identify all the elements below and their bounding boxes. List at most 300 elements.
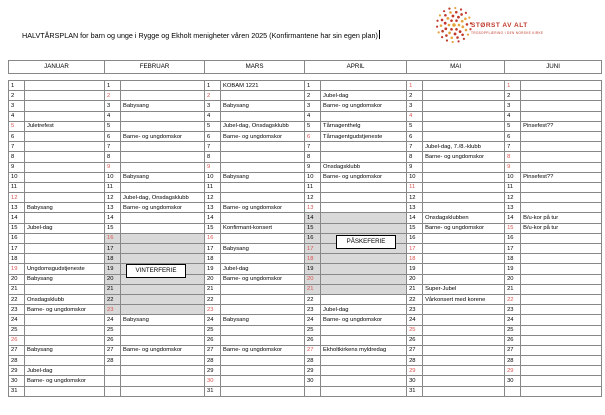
day-number: 24 [105,315,121,325]
day-event [25,356,105,366]
day-number: 7 [305,142,321,152]
day-event [321,223,407,233]
day-number: 23 [407,305,423,315]
day-number: 11 [505,182,521,192]
logo-dot [461,33,464,36]
logo-dot [452,15,455,18]
day-event [423,345,505,355]
day-event [521,111,602,121]
day-number: 10 [505,172,521,182]
logo-dot [441,30,444,33]
day-event [121,244,205,254]
day-event [321,274,407,284]
day-event: Onsdagsklubb [25,294,105,304]
day-number: 17 [105,244,121,254]
day-event: Barne- og ungdomskor [121,131,205,141]
day-number: 24 [505,315,521,325]
day-number: 14 [105,213,121,223]
logo-dot [448,24,451,27]
day-event [321,182,407,192]
day-event [121,305,205,315]
day-event: Babysang [121,101,205,111]
day-event: Barne- og ungdomskor [25,305,105,315]
day-number: 1 [407,81,423,91]
day-number: 8 [9,152,25,162]
day-event [423,315,505,325]
logo-dot [455,19,458,22]
day-event [221,142,305,152]
day-event [521,386,602,396]
day-number: 31 [9,386,25,396]
logo-dot [465,12,467,14]
month-header-mai: MAI [407,61,505,74]
day-number: 30 [9,376,25,386]
day-event [321,366,407,376]
day-number: 23 [205,305,221,315]
day-event [423,356,505,366]
winter-holiday-label: VINTERFERIE [126,264,186,278]
day-event: Barne- og ungdomskor [221,203,305,213]
day-number: 21 [305,284,321,294]
day-event [25,193,105,203]
day-event [121,213,205,223]
day-number: 13 [407,203,423,213]
day-number: 24 [407,315,423,325]
day-event [423,325,505,335]
day-event [423,81,505,91]
day-number: 23 [505,305,521,315]
day-number: 5 [505,121,521,131]
logo-dot [457,16,460,19]
day-number: 12 [407,193,423,203]
month-header-januar: JANUAR [9,61,105,74]
day-number: 26 [105,335,121,345]
day-number: 5 [9,121,25,131]
day-event [221,284,305,294]
logo-dot [441,19,444,22]
logo-dot [455,28,458,31]
day-number: 22 [205,294,221,304]
day-event [423,121,505,131]
day-number: 6 [205,131,221,141]
table-row [9,91,602,101]
logo-dot [441,36,443,38]
day-event [521,356,602,366]
day-number: 25 [105,325,121,335]
day-number: 3 [9,101,25,111]
day-event [423,203,505,213]
logo-dot [452,41,454,43]
day-number: 29 [205,366,221,376]
day-number: 24 [9,315,25,325]
day-event [25,152,105,162]
day-number: 6 [305,131,321,141]
logo-dot [461,20,464,23]
logo-dot [446,39,448,41]
day-event: Barne- og ungdomskor [321,101,407,111]
day-event: B/u-kor på tur [521,223,602,233]
day-event [221,356,305,366]
logo-dot [449,11,452,14]
day-number: 10 [407,172,423,182]
day-event [25,162,105,172]
day-event: Babysang [121,315,205,325]
logo-name: STØRST AV ALT [471,22,528,29]
day-number: 26 [9,335,25,345]
day-event [221,305,305,315]
day-number: 31 [205,386,221,396]
day-number: 16 [305,233,321,243]
day-number: 31 [407,386,423,396]
day-number: 11 [407,182,423,192]
day-number: 21 [407,284,423,294]
day-number: 14 [9,213,25,223]
day-event: Babysang [121,172,205,182]
day-event [221,213,305,223]
day-event [25,284,105,294]
day-number: 4 [407,111,423,121]
day-event [423,335,505,345]
day-event [121,254,205,264]
logo-dot [450,19,453,22]
day-number: 27 [105,345,121,355]
day-number: 3 [205,101,221,111]
logo-dot [465,29,468,32]
day-number: 21 [505,284,521,294]
day-number: 3 [305,101,321,111]
day-event [521,254,602,264]
day-event: Jubel-dag [321,305,407,315]
day-event [121,284,205,294]
day-event [423,386,505,396]
day-event [221,91,305,101]
day-event [25,315,105,325]
logo-dot [447,17,450,20]
day-event [121,121,205,131]
logo-dot [444,14,447,17]
logo-dot [459,30,462,33]
day-number: 20 [407,274,423,284]
day-number: 26 [505,335,521,345]
day-event [521,305,602,315]
day-event [521,315,602,325]
day-number: 6 [9,131,25,141]
day-number: 6 [105,131,121,141]
day-event [121,182,205,192]
day-number: 21 [9,284,25,294]
day-number: 22 [105,294,121,304]
day-event [521,335,602,345]
day-event [521,233,602,243]
table-row [9,162,602,172]
day-number: 18 [205,254,221,264]
day-number: 8 [505,152,521,162]
day-number: 15 [105,223,121,233]
logo-dot [460,13,463,16]
day-event [25,335,105,345]
day-number: 27 [407,345,423,355]
day-number: 24 [305,315,321,325]
day-event [521,131,602,141]
day-event: Tårnagentgudstjeneste [321,131,407,141]
text-cursor [379,30,380,39]
day-number: 26 [407,335,423,345]
day-number: 28 [407,356,423,366]
day-number: 5 [105,121,121,131]
day-event: Jubel-dag, 7./8.-klubb [423,142,505,152]
table-row [9,81,602,91]
table-row [9,284,602,294]
day-number: 15 [9,223,25,233]
day-event: Barne- og ungdomskor [423,223,505,233]
day-number: 25 [205,325,221,335]
day-event: Barne- og ungdomskor [121,345,205,355]
table-row [9,233,602,243]
day-number: 15 [205,223,221,233]
day-event [221,335,305,345]
day-event [423,244,505,254]
day-number: 14 [407,213,423,223]
month-header-mars: MARS [205,61,305,74]
day-number: 12 [205,193,221,203]
day-number [305,386,321,396]
day-number: 1 [305,81,321,91]
table-row [9,274,602,284]
day-number: 5 [205,121,221,131]
day-event: Jubel-dag [221,264,305,274]
day-event: Ungdomsgudstjeneste [25,264,105,274]
day-event [221,386,305,396]
day-number: 20 [9,274,25,284]
day-number: 1 [205,81,221,91]
day-number: 11 [305,182,321,192]
day-number: 28 [505,356,521,366]
day-event [121,91,205,101]
day-event [521,274,602,284]
day-number: 4 [205,111,221,121]
day-number: 17 [305,244,321,254]
day-number: 26 [205,335,221,345]
day-event [221,111,305,121]
logo-dot [438,31,440,33]
day-event [321,294,407,304]
day-number: 9 [505,162,521,172]
day-event [321,203,407,213]
day-number: 20 [305,274,321,284]
logo-dot [455,11,458,14]
day-event [25,254,105,264]
day-number: 23 [9,305,25,315]
calendar-table [8,60,602,397]
day-number: 13 [205,203,221,213]
day-event [521,366,602,376]
day-number: 27 [505,345,521,355]
table-row [9,294,602,304]
day-number: 19 [205,264,221,274]
table-row [9,254,602,264]
table-row [9,366,602,376]
day-event [423,101,505,111]
day-number: 27 [9,345,25,355]
day-number: 19 [105,264,121,274]
day-event: Jubel-dag [25,223,105,233]
logo-dot [467,34,469,36]
month-header-april: APRIL [305,61,407,74]
day-number: 21 [205,284,221,294]
day-number: 9 [205,162,221,172]
day-event [121,152,205,162]
day-event [521,244,602,254]
day-event [121,223,205,233]
day-event [25,213,105,223]
day-event: B/u-kor på tur [521,213,602,223]
day-number: 16 [105,233,121,243]
day-event [423,131,505,141]
day-event [321,142,407,152]
day-number: 23 [305,305,321,315]
day-number: 29 [505,366,521,376]
day-event: Super-Jubel [423,284,505,294]
logo-dot [454,33,457,36]
logo-dot [457,40,459,42]
day-event: Babysang [221,244,305,254]
day-event [321,152,407,162]
table-row [9,305,602,315]
day-number: 25 [505,325,521,335]
day-number: 20 [205,274,221,284]
table-row [9,376,602,386]
day-number [505,386,521,396]
day-number: 30 [305,376,321,386]
day-number: 8 [105,152,121,162]
day-number: 8 [305,152,321,162]
day-number: 17 [205,244,221,254]
day-number: 10 [205,172,221,182]
day-number: 10 [105,172,121,182]
day-event [521,325,602,335]
day-number: 16 [505,233,521,243]
day-number: 2 [305,91,321,101]
table-row [9,325,602,335]
day-number: 30 [407,376,423,386]
day-event [25,172,105,182]
day-number: 15 [407,223,423,233]
day-event [321,335,407,345]
day-event [221,254,305,264]
day-event [521,101,602,111]
day-number: 9 [105,162,121,172]
day-number: 14 [205,213,221,223]
logo-dot [466,23,469,26]
logo-dot [436,26,438,28]
table-row [9,213,602,223]
day-number: 14 [305,213,321,223]
day-event [321,386,407,396]
day-number: 18 [505,254,521,264]
day-event [221,294,305,304]
logo-dot [439,14,441,16]
day-event: Jubel-dag, Onsdagsklubb [121,193,205,203]
day-event [521,203,602,213]
table-row [9,101,602,111]
day-event: Babysang [25,274,105,284]
logo-subtitle: TROSOPPLÆRING I DEN NORSKE KIRKE [471,31,544,35]
day-event [423,233,505,243]
logo-dot [461,25,464,28]
day-number: 25 [305,325,321,335]
day-number: 7 [105,142,121,152]
day-number: 22 [305,294,321,304]
day-event: Konfirmant-konsert [221,223,305,233]
day-event [423,274,505,284]
day-event [25,81,105,91]
logo-dot [448,8,450,10]
day-number: 12 [505,193,521,203]
day-number: 22 [505,294,521,304]
day-event [121,81,205,91]
day-number: 19 [505,264,521,274]
day-event [25,182,105,192]
day-number: 24 [205,315,221,325]
day-number: 7 [9,142,25,152]
day-number: 7 [407,142,423,152]
day-number: 3 [105,101,121,111]
day-event [423,172,505,182]
day-event: Babysang [221,315,305,325]
logo-center-dot [452,23,456,27]
day-event [221,182,305,192]
day-number: 16 [407,233,423,243]
logo-dot [460,8,462,10]
month-header-juni: JUNI [505,61,602,74]
day-event [521,162,602,172]
day-number: 29 [407,366,423,376]
day-number: 18 [305,254,321,264]
day-event [521,91,602,101]
day-number: 23 [105,305,121,315]
day-number: 10 [305,172,321,182]
table-row [9,172,602,182]
day-event [121,366,205,376]
day-event [521,284,602,294]
logo-dot [450,28,453,31]
month-header-februar: FEBRUAR [105,61,205,74]
day-event [521,142,602,152]
day-event [221,376,305,386]
day-number: 8 [205,152,221,162]
day-number: 5 [407,121,423,131]
logo-dot [444,22,447,25]
day-event: Jubel-dag [321,91,407,101]
day-event: Tårnagenthelg [321,121,407,131]
day-number: 3 [407,101,423,111]
logo-dot [468,17,470,19]
table-row [9,111,602,121]
day-event [321,254,407,264]
day-number: 2 [9,91,25,101]
day-number: 1 [505,81,521,91]
day-number: 6 [407,131,423,141]
day-event [521,294,602,304]
day-event [25,131,105,141]
day-number: 2 [407,91,423,101]
day-number: 28 [105,356,121,366]
day-event [423,305,505,315]
day-number: 28 [9,356,25,366]
logo-dot [464,17,467,20]
day-event [121,325,205,335]
day-event: KOBAM 1221 [221,81,305,91]
